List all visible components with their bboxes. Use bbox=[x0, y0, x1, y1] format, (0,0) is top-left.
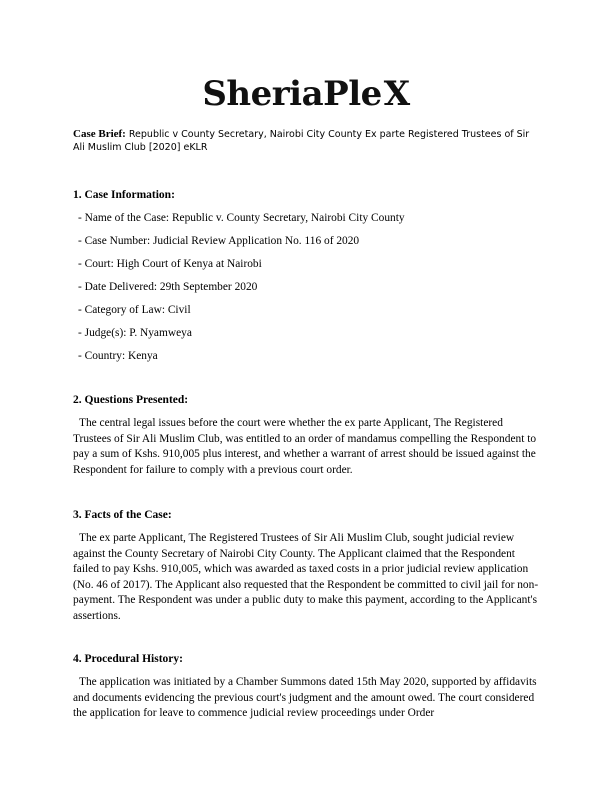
case-info-date: - Date Delivered: 29th September 2020 bbox=[78, 281, 258, 293]
case-brief-label: Case Brief: bbox=[73, 128, 126, 140]
section-paragraph: The application was initiated by a Chamber Summons dated 15th May 2020, supported by affidavits and documents evidencing the previous court's judgment and the amount owed. The court considered the application for leave to commence judicial review proceedings under Order bbox=[73, 676, 537, 720]
case-info-list bbox=[73, 211, 543, 372]
case-info-judge: - Judge(s): P. Nyamweya bbox=[78, 327, 192, 339]
section-paragraph: The central legal issues before the court were whether the ex parte Applicant, The Registered Trustees of Sir Ali Muslim Club, was entitled to an order of mandamus compelling the Respondent to pay a sum of Kshs. 910,005 plus interest, and whether a warrant of arrest should be issued against the Respondent for failure to comply with a previous court order. bbox=[73, 417, 537, 476]
section-heading: 4. Procedural History: bbox=[73, 653, 183, 665]
case-info-name: - Name of the Case: Republic v. County Secretary, Nairobi City County bbox=[78, 212, 405, 224]
case-brief-text: Republic v County Secretary, Nairobi City County Ex parte Registered Trustees of Sir Ali Muslim Club [2020] eKLR bbox=[73, 129, 530, 153]
case-brief-title bbox=[73, 128, 543, 154]
section-heading: 3. Facts of the Case: bbox=[73, 509, 172, 521]
sheriaplex-logo bbox=[0, 64, 612, 124]
case-info-number: - Case Number: Judicial Review Application No. 116 of 2020 bbox=[78, 235, 360, 247]
logo-text: SheriaPle bbox=[202, 74, 382, 114]
section-heading: 2. Questions Presented: bbox=[73, 394, 189, 406]
logo-x-glyph: X bbox=[383, 74, 410, 114]
section-paragraph: The ex parte Applicant, The Registered Trustees of Sir Ali Muslim Club, sought judicial review against the County Secretary of Nairobi City County. The Applicant claimed that the Respondent failed to pay Kshs. 910,005, which was awarded as taxed costs in a prior judicial review application (No. 46 of 2017). The Applicant also requested that the Respondent be committed to civil jail for non-payment. The Respondent was under a public duty to make this payment, according to the Applicant's assertions. bbox=[73, 532, 539, 622]
section-heading: 1. Case Information: bbox=[73, 189, 175, 201]
section-questions-presented bbox=[73, 394, 543, 478]
section-facts-of-the-case bbox=[73, 509, 543, 625]
case-info-country: - Country: Kenya bbox=[78, 350, 158, 362]
section-procedural-history bbox=[73, 653, 543, 722]
case-info-court: - Court: High Court of Kenya at Nairobi bbox=[78, 258, 262, 270]
section-case-information bbox=[73, 189, 543, 372]
case-info-category: - Category of Law: Civil bbox=[78, 304, 191, 316]
logo-wordmark bbox=[202, 74, 409, 114]
